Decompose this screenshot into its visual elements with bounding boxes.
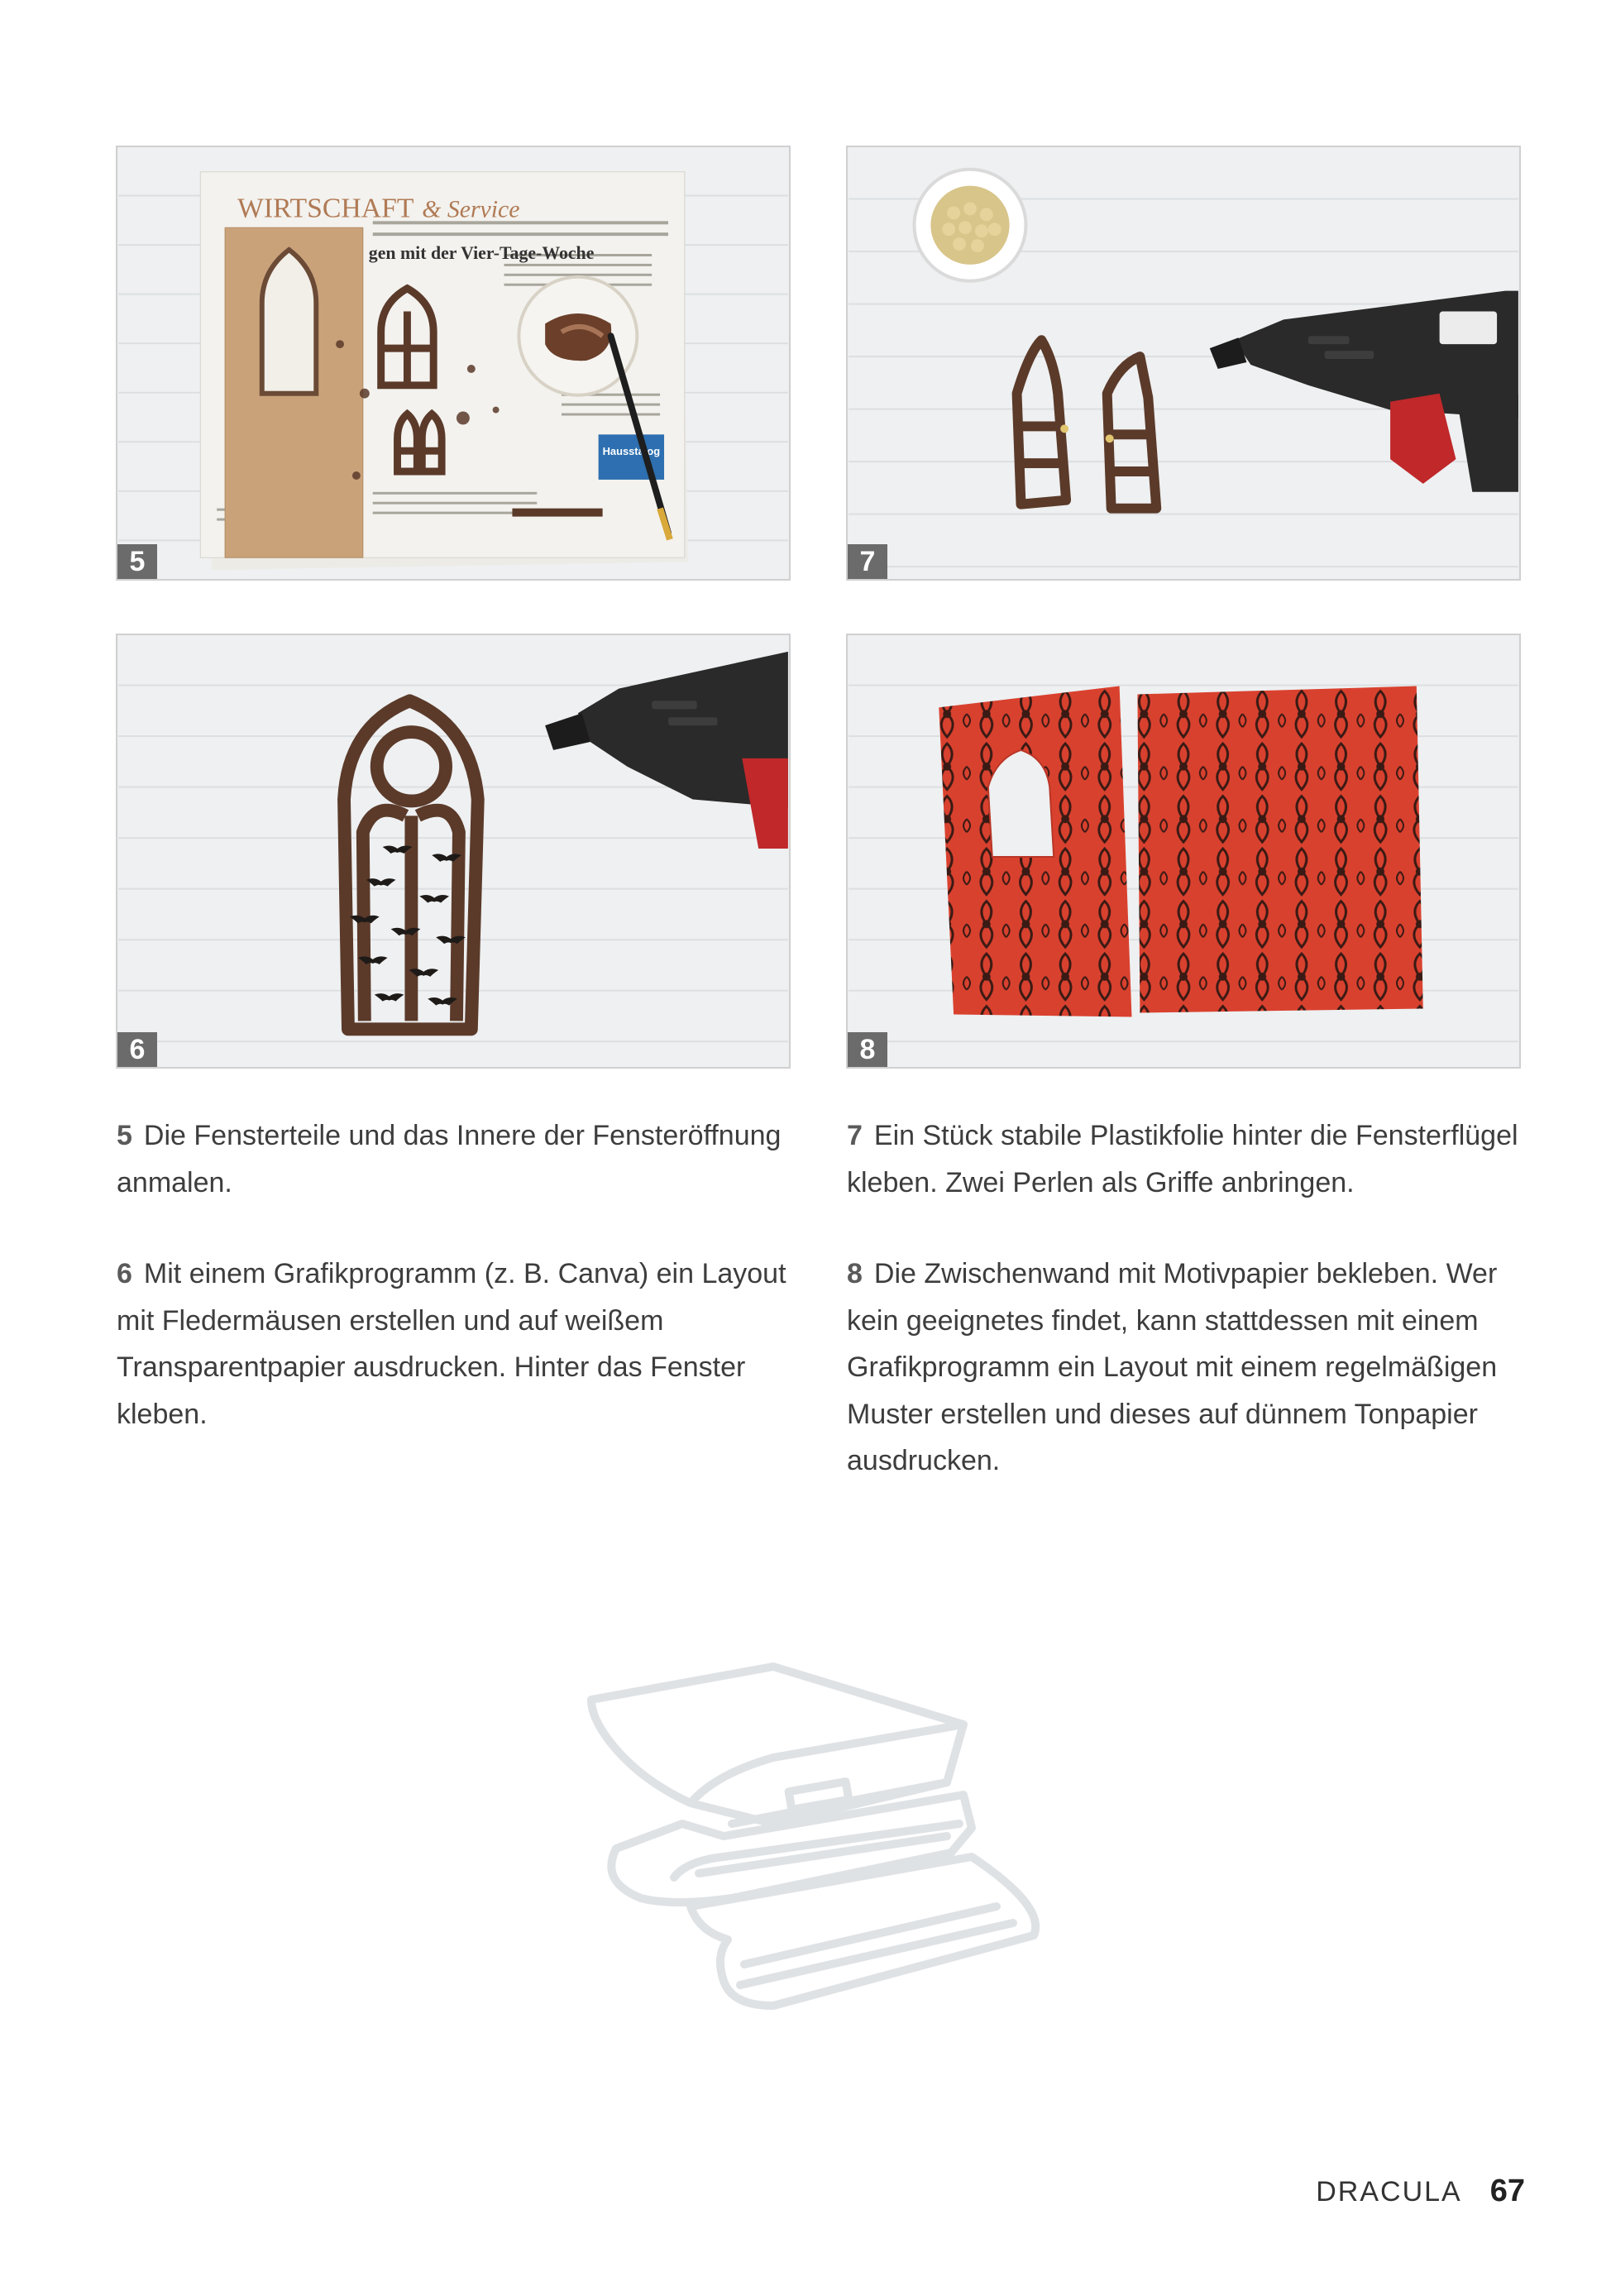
newspaper-masthead-script: & Service	[422, 195, 520, 223]
step-text: Die Fensterteile und das Innere der Fensteröffnung anmalen.	[117, 1120, 782, 1198]
step-7-paragraph	[847, 1112, 1525, 1206]
book-stack-icon	[583, 1658, 1054, 2022]
photo-step-badge: 5	[117, 544, 157, 579]
step-6-paragraph	[117, 1251, 795, 1437]
photo-step-5	[116, 146, 791, 581]
step-text: Mit einem Grafikprogramm (z. B. Canva) ein Layout mit Fledermäusen erstellen und auf weißem Transparentpapier ausdrucken. Hinter das Fenster kleben.	[117, 1258, 786, 1430]
page-number: 67	[1489, 2174, 1525, 2208]
step-number: 6	[117, 1258, 132, 1289]
newspaper-masthead: WIRTSCHAFT	[237, 193, 414, 224]
photo-painting-window-parts	[117, 147, 789, 579]
photo-step-badge: 6	[117, 1032, 157, 1067]
photo-step-badge: 8	[848, 1032, 887, 1067]
photo-gluing-window-wings	[848, 147, 1519, 579]
photo-window-with-bats	[117, 635, 789, 1067]
step-number: 7	[847, 1120, 863, 1151]
step-text: Ein Stück stabile Plastikfolie hinter die Fensterflügel kleben. Zwei Perlen als Griffe anbringen.	[847, 1120, 1518, 1198]
photo-patterned-paper	[848, 635, 1519, 1067]
step-8-paragraph	[847, 1251, 1525, 1485]
instructions-right-column	[847, 1112, 1525, 1529]
instructions-left-column	[117, 1112, 795, 1482]
newspaper-headline: gen mit der Vier-Tage-Woche	[368, 242, 595, 263]
photo-step-badge: 7	[848, 544, 887, 579]
page-footer	[1316, 2174, 1525, 2209]
photo-step-7	[846, 146, 1521, 581]
book-title: DRACULA	[1316, 2176, 1462, 2208]
step-text: Die Zwischenwand mit Motivpapier bekleben. Wer kein geeignetes findet, kann stattdessen mit einem Grafikprogramm ein Layout mit einem regelmäßigen Muster erstellen und dieses auf dünnem Tonpapier ausdrucken.	[847, 1258, 1498, 1476]
step-5-paragraph	[117, 1112, 795, 1206]
photo-step-6	[116, 634, 791, 1069]
step-number: 8	[847, 1258, 863, 1289]
photo-step-8	[846, 634, 1521, 1069]
newspaper-ad: Hausstalog	[602, 445, 661, 458]
step-number: 5	[117, 1120, 132, 1151]
